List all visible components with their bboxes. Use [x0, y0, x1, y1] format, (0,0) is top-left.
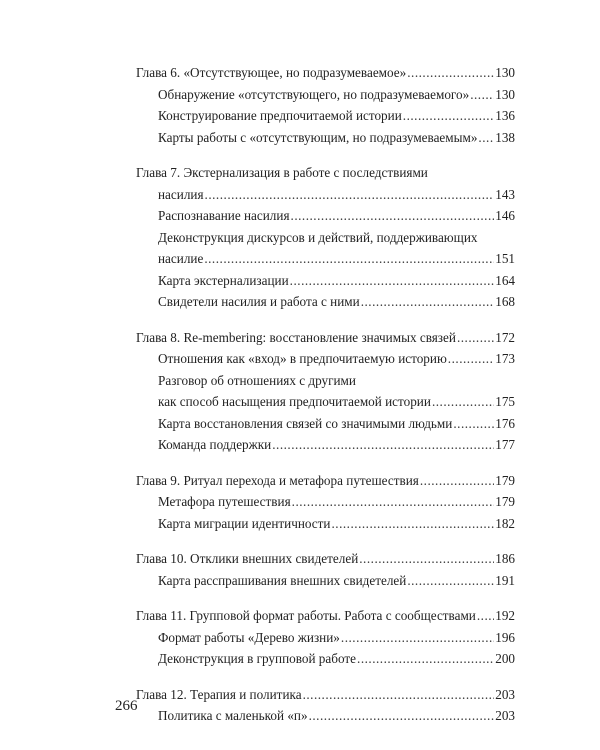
dot-leader: [432, 391, 494, 413]
toc-section-entry: [136, 570, 515, 592]
dot-leader: [290, 270, 495, 292]
chapter-title: Глава 11. Групповой формат работы. Работа с сообществами: [136, 608, 476, 623]
dot-leader: [420, 470, 494, 492]
dot-leader: [470, 84, 494, 106]
section-title: Деконструкция дискурсов и действий, поддерживающих: [158, 229, 478, 245]
section-title: Разговор об отношениях с другими: [158, 372, 356, 388]
page-ref: 196: [495, 629, 515, 645]
section-title: Распознавание насилия: [158, 208, 290, 223]
section-title: Политика с маленькой «п»: [158, 708, 308, 723]
toc-chapter-11: [136, 605, 515, 670]
dot-leader: [303, 684, 495, 706]
section-title: Метафора путешествия: [158, 494, 291, 509]
page-number: 266: [115, 698, 138, 714]
dot-leader: [204, 248, 494, 270]
toc-section-entry: [136, 370, 515, 392]
toc-chapter-entry: [136, 327, 515, 349]
toc-section-entry: [136, 227, 515, 249]
page-ref: 175: [495, 394, 515, 409]
toc-section-entry: [136, 513, 515, 535]
toc-section-entry: [136, 491, 515, 513]
toc-chapter-entry: [136, 684, 515, 706]
page-ref: 192: [495, 608, 515, 623]
page-ref: 203: [495, 708, 515, 723]
section-title: Карта экстернализации: [158, 272, 289, 288]
toc-section-entry: [136, 270, 515, 292]
dot-leader: [457, 327, 494, 349]
page-ref: 151: [495, 251, 515, 266]
toc-section-entry-cont: [136, 248, 515, 270]
section-title: Карта миграции идентичности: [158, 515, 331, 531]
dot-leader: [453, 413, 494, 435]
section-title: Свидетели насилия и работа с ними: [158, 294, 360, 309]
section-title: Деконструкция в групповой работе: [158, 651, 357, 666]
section-title: Карта расспрашивания внешних свидетелей: [158, 572, 407, 588]
page-ref: 164: [495, 272, 515, 288]
toc-chapter-entry: [136, 548, 515, 570]
dot-leader: [361, 291, 495, 313]
section-title-cont: насилие: [158, 251, 204, 266]
dot-leader: [331, 513, 494, 535]
toc-section-entry: [136, 348, 515, 370]
page-ref: 179: [495, 494, 515, 509]
toc-chapter-7: [136, 162, 515, 313]
toc-chapter-entry: [136, 605, 515, 627]
chapter-title: Глава 7. Экстернализация в работе с последствиями: [136, 165, 428, 180]
table-of-contents: [136, 62, 515, 741]
page-ref: 200: [495, 651, 515, 666]
chapter-title: Глава 9. Ритуал перехода и метафора путешествия: [136, 472, 419, 488]
toc-chapter-entry: [136, 470, 515, 492]
dot-leader: [292, 491, 495, 513]
toc-section-entry: [136, 413, 515, 435]
toc-section-entry: [136, 291, 515, 313]
toc-section-entry: [136, 105, 515, 127]
section-title: Отношения как «вход» в предпочитаемую историю: [158, 351, 447, 366]
toc-section-entry: [136, 205, 515, 227]
toc-section-entry: [136, 434, 515, 456]
dot-leader: [309, 705, 495, 727]
dot-leader: [403, 105, 494, 127]
dot-leader: [357, 648, 494, 670]
section-title-cont: как способ насыщения предпочитаемой истории: [158, 394, 431, 409]
dot-leader: [291, 205, 495, 227]
section-title: Обнаружение «отсутствующего, но подразумеваемого»: [158, 86, 470, 102]
toc-chapter-entry-cont: [136, 184, 515, 206]
section-title: Карта восстановления связей со значимыми людьми: [158, 415, 453, 431]
dot-leader: [407, 62, 494, 84]
chapter-title: Глава 8. Re-membering: восстановление значимых связей: [136, 329, 456, 345]
page-ref: 173: [495, 351, 515, 366]
toc-chapter-entry: [136, 62, 515, 84]
page-ref: 136: [495, 108, 515, 123]
dot-leader: [205, 184, 495, 206]
dot-leader: [478, 127, 494, 149]
page-ref: 182: [495, 515, 515, 531]
section-title: Конструирование предпочитаемой истории: [158, 108, 402, 123]
page-ref: 172: [495, 329, 515, 345]
page-ref: 176: [495, 415, 515, 431]
toc-chapter-entry: [136, 162, 515, 184]
section-title: Команда поддержки: [158, 437, 272, 452]
toc-chapter-9: [136, 470, 515, 535]
toc-section-entry: [136, 84, 515, 106]
toc-section-entry: [136, 648, 515, 670]
toc-section-entry: [136, 127, 515, 149]
dot-leader: [477, 605, 494, 627]
dot-leader: [448, 348, 494, 370]
chapter-title-cont: насилия: [158, 186, 204, 202]
toc-section-entry-cont: [136, 391, 515, 413]
page-ref: 179: [495, 472, 515, 488]
toc-chapter-6: [136, 62, 515, 148]
page-ref: 203: [495, 686, 515, 702]
page-ref: 138: [495, 129, 515, 145]
toc-chapter-10: [136, 548, 515, 591]
page-ref: 177: [495, 437, 515, 452]
dot-leader: [272, 434, 494, 456]
section-title: Формат работы «Дерево жизни»: [158, 629, 340, 645]
page-ref: 168: [495, 294, 515, 309]
chapter-title: Глава 6. «Отсутствующее, но подразумеваемое»: [136, 65, 407, 80]
page-ref: 130: [495, 65, 515, 80]
chapter-title: Глава 10. Отклики внешних свидетелей: [136, 551, 359, 566]
dot-leader: [341, 627, 494, 649]
dot-leader: [407, 570, 494, 592]
page-ref: 146: [495, 208, 515, 223]
page-ref: 130: [495, 86, 515, 102]
page-ref: 191: [495, 572, 515, 588]
toc-section-entry: [136, 705, 515, 727]
toc-chapter-8: [136, 327, 515, 456]
page-ref: 186: [495, 551, 515, 566]
section-title: Карты работы с «отсутствующим, но подразумеваемым»: [158, 129, 478, 145]
chapter-title: Глава 12. Терапия и политика: [136, 686, 302, 702]
toc-section-entry: [136, 627, 515, 649]
toc-chapter-12: [136, 684, 515, 727]
dot-leader: [359, 548, 494, 570]
page-ref: 143: [495, 186, 515, 202]
